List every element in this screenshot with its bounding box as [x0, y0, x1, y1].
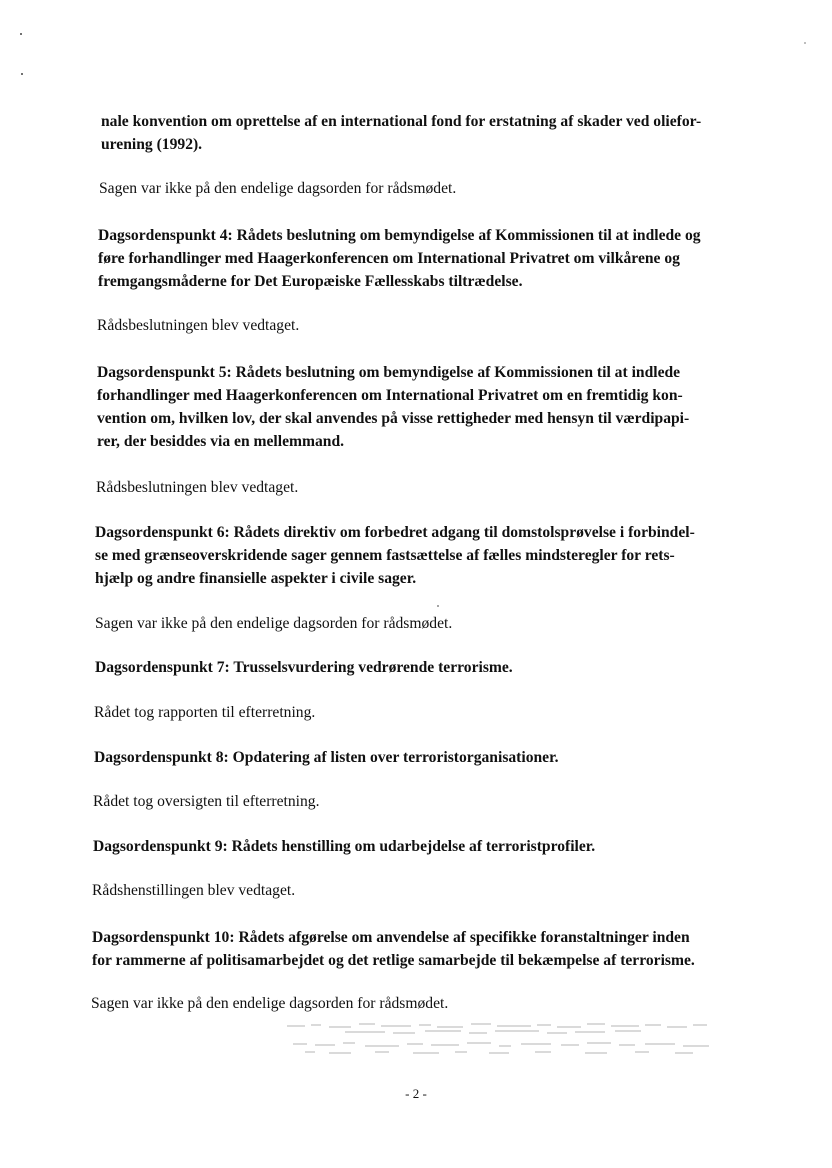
text-line: Dagsordenspunkt 9: Rådets henstilling om udarbejdelse af terroristprofiler.: [93, 838, 596, 855]
text-line: nale konvention om oprettelse af en international fond for erstatning af skader ved oliefor-: [101, 113, 702, 130]
agenda-item-6-heading: [95, 521, 695, 590]
text-line: hjælp og andre finansielle aspekter i civile sager.: [95, 570, 417, 587]
text-line: føre forhandlinger med Haagerkonferencen om International Privatret om vilkårene og: [98, 250, 680, 267]
agenda-item-7-result: [94, 701, 315, 724]
text-line: Dagsordenspunkt 8: Opdatering af listen over terroristorganisationer.: [94, 749, 559, 766]
text-line: Rådet tog oversigten til efterretning.: [93, 793, 320, 810]
agenda-item-10-result: [91, 992, 448, 1015]
agenda-item-8-result: [93, 790, 319, 813]
agenda-item-4-result: [97, 314, 299, 337]
scan-speck: [20, 33, 22, 35]
text-line: rer, der besiddes via en mellemmand.: [97, 433, 345, 450]
text-line: Rådet tog rapporten til efterretning.: [94, 704, 316, 721]
agenda-item-4-heading: [98, 224, 701, 293]
text-line: Sagen var ikke på den endelige dagsorden for rådsmødet.: [99, 180, 457, 197]
text-line: for rammerne af politisamarbejdet og det retlige samarbejde til bekæmpelse af terrorisme.: [92, 952, 695, 969]
text-line: Rådshenstillingen blev vedtaget.: [92, 882, 296, 899]
text-line: Sagen var ikke på den endelige dagsorden for rådsmødet.: [95, 615, 453, 632]
page-number: - 2 -: [405, 1086, 427, 1101]
text-line: Dagsordenspunkt 6: Rådets direktiv om forbedret adgang til domstolsprøvelse i forbindel-: [95, 524, 695, 541]
agenda-item-9-heading: [93, 835, 595, 858]
agenda-item-5-result: [96, 476, 298, 499]
text-line: Dagsordenspunkt 7: Trusselsvurdering vedrørende terrorisme.: [95, 659, 513, 676]
agenda-item-9-result: [92, 879, 295, 902]
text-line: Dagsordenspunkt 10: Rådets afgørelse om anvendelse af specifikke foranstaltninger inden: [92, 929, 690, 946]
scan-speck: [21, 73, 23, 75]
text-line: Dagsordenspunkt 4: Rådets beslutning om bemyndigelse af Kommissionen til at indlede og: [98, 227, 701, 244]
text-line: urening (1992).: [101, 136, 203, 153]
text-line: vention om, hvilken lov, der skal anvendes på visse rettigheder med hensyn til værdipapi-: [97, 410, 690, 427]
agenda-item-10-heading: [92, 926, 695, 972]
scan-speck: [804, 42, 806, 44]
text-line: Dagsordenspunkt 5: Rådets beslutning om bemyndigelse af Kommissionen til at indlede: [97, 364, 681, 381]
text-line: Sagen var ikke på den endelige dagsorden for rådsmødet.: [91, 995, 449, 1012]
agenda-item-3-continuation: [101, 110, 701, 156]
agenda-item-3-result: [99, 177, 456, 200]
agenda-item-8-heading: [94, 746, 558, 769]
text-line: fremgangsmåderne for Det Europæiske Fællesskabs tiltrædelse.: [98, 273, 523, 290]
text-line: se med grænseoverskridende sager gennem fastsættelse af fælles mindsteregler for rets-: [95, 547, 675, 564]
scan-noise: [285, 1016, 715, 1060]
text-line: forhandlinger med Haagerkonferencen om International Privatret om en fremtidig kon-: [97, 387, 683, 404]
agenda-item-7-heading: [95, 656, 513, 679]
agenda-item-5-heading: [97, 361, 689, 453]
text-line: Rådsbeslutningen blev vedtaget.: [97, 317, 300, 334]
agenda-item-6-result: [95, 612, 452, 635]
text-line: Rådsbeslutningen blev vedtaget.: [96, 479, 299, 496]
scan-speck: [437, 605, 439, 607]
